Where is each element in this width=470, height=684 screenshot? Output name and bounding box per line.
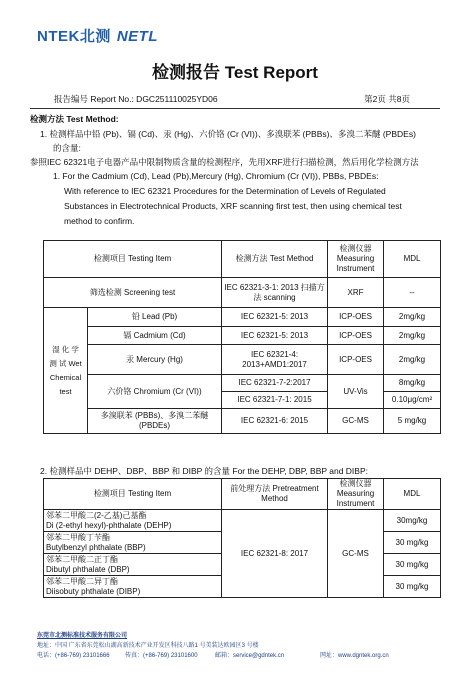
pbb-instrument: GC-MS [328, 409, 384, 434]
header-method: 前处理方法 Pretreatment Method [222, 479, 328, 510]
row-mdl: 30mg/kg [384, 510, 441, 532]
item-en: Dibutyl phthalate (DBP) [46, 564, 130, 574]
item-cn: 邻苯二甲酸二异丁酯 [46, 576, 118, 586]
header-method: 检测方法 Test Method [222, 241, 328, 278]
table-row [44, 308, 441, 327]
chromium-instrument: UV-Vis [328, 375, 384, 409]
chromium-item: 六价铬 Chromium (Cr (VI)) [88, 375, 222, 409]
pbb-item: 多溴联苯 (PBBs)、多溴二苯醚 (PBDEs) [88, 409, 222, 434]
row-mdl: 30 mg/kg [384, 554, 441, 576]
row-mdl: 30 mg/kg [384, 576, 441, 598]
chromium-method-2: IEC 62321-7-1: 2015 [222, 392, 328, 409]
method-line: 1. 检测样品中铅 (Pb)、镉 (Cd)、汞 (Hg)、六价铬 (Cr (VI))、多溴联苯 (PBBs)、多溴二苯醚 (PBDEs) [40, 129, 416, 139]
table-header-row [44, 241, 441, 278]
footer-fax: 传真：(+86-769) 23101600 [125, 653, 198, 659]
screening-mdl: -- [384, 278, 441, 308]
test-method-table [43, 240, 441, 434]
method-line: With reference to IEC 62321 Procedures for the Determination of Levels of Regulated [64, 186, 386, 196]
pbb-method: IEC 62321-6: 2015 [222, 409, 328, 434]
phthalate-instrument: GC-MS [328, 510, 384, 598]
row-instrument: ICP-OES [328, 308, 384, 327]
header-instrument: 检测仪器 Measuring Instrument [328, 479, 384, 510]
item-en: Diisobuty phthalate (DIBP) [46, 586, 141, 596]
method-line: Substances in Electrotechnical Products, XRF scanning first test, then using chemical test [64, 201, 402, 211]
row-method: IEC 62321-4: 2013+AMD1:2017 [222, 345, 328, 375]
header-item: 检测项目 Testing Item [44, 241, 222, 278]
logo-text: NTEK北测 [37, 28, 111, 45]
header-mdl: MDL [384, 241, 441, 278]
item-en: Di (2-ethyl hexyl)-phthalate (DEHP) [46, 520, 172, 530]
chromium-method-1: IEC 62321-7-2:2017 [222, 375, 328, 392]
section2-heading: 2. 检测样品中 DEHP、DBP、BBP 和 DIBP 的含量 For the DEHP, DBP, BBP and DIBP: [40, 466, 368, 476]
method-line: 1. For the Cadmium (Cd), Lead (Pb),Mercury (Hg), Chromium (Cr (VI)), PBBs, PBDEs: [53, 171, 379, 181]
row-item: 铅 Lead (Pb) [88, 308, 222, 327]
method-line: 参照IEC 62321电子电器产品中限制物质含量的检测程序，先用XRF进行扫描检测，然后用化学检测方法 [30, 157, 419, 167]
header-divider [30, 108, 440, 109]
header-mdl: MDL [384, 479, 441, 510]
row-mdl: 30 mg/kg [384, 532, 441, 554]
item-cn: 邻苯二甲酸丁苄酯 [46, 532, 110, 542]
row-mdl: 2mg/kg [384, 345, 441, 375]
row-item [44, 510, 222, 532]
company-logo [37, 25, 158, 46]
screening-instrument: XRF [328, 278, 384, 308]
item-en: Butylbenzyl phthalate (BBP) [46, 542, 146, 552]
method-line: method to confirm. [64, 216, 135, 226]
table-row [44, 409, 441, 434]
method-heading: 检测方法 Test Method: [30, 114, 119, 124]
table-row [44, 327, 441, 345]
table-row [44, 510, 441, 532]
row-item: 镉 Cadmium (Cd) [88, 327, 222, 345]
page-title: 检测报告 Test Report [152, 63, 318, 82]
footer-web: 网址：www.dgntek.org.cn [320, 653, 389, 659]
phthalate-table [43, 478, 441, 598]
screening-method: IEC 62321-3-1: 2013 扫描方法 scanning [222, 278, 328, 308]
table-row [44, 375, 441, 392]
chromium-mdl-1: 8mg/kg [384, 375, 441, 392]
row-mdl: 2mg/kg [384, 308, 441, 327]
row-item: 汞 Mercury (Hg) [88, 345, 222, 375]
row-method: IEC 62321-5: 2013 [222, 327, 328, 345]
footer-tel: 电话：(+86-769) 23101666 [37, 653, 110, 659]
method-line: 的含量: [53, 143, 81, 153]
row-instrument: ICP-OES [328, 345, 384, 375]
row-item [44, 576, 222, 598]
wet-chemical-label: 湿 化 学 测 试 Wet Chemical test [44, 308, 88, 434]
table-row [44, 278, 441, 308]
phthalate-method: IEC 62321-8: 2017 [222, 510, 328, 598]
header-item: 检测项目 Testing Item [44, 479, 222, 510]
row-instrument: ICP-OES [328, 327, 384, 345]
table-row [44, 345, 441, 375]
item-cn: 邻苯二甲酸二(2-乙基)己基酯 [46, 510, 147, 520]
row-item [44, 532, 222, 554]
pbb-mdl: 5 mg/kg [384, 409, 441, 434]
row-method: IEC 62321-5: 2013 [222, 308, 328, 327]
screening-item: 筛选检测 Screening test [44, 278, 222, 308]
row-mdl: 2mg/kg [384, 327, 441, 345]
item-cn: 邻苯二甲酸二正丁酯 [46, 554, 118, 564]
footer-address: 地址：中国 广东省东莞松山湖高新技术产业开发区科技八路1 号美装达欧园区3 号楼 [37, 643, 259, 649]
logo-text-netl: NETL [116, 28, 159, 45]
footer-email: 邮箱：service@gdntek.cn [215, 653, 285, 659]
header-instrument: 检测仪器 Measuring Instrument [328, 241, 384, 278]
row-item [44, 554, 222, 576]
chromium-mdl-2: 0.10μg/cm² [384, 392, 441, 409]
report-number: 报告编号 Report No.: DGC251110025YD06 [54, 94, 218, 104]
footer-company: 东莞市北测标准技术服务有限公司 [37, 633, 128, 639]
table-header-row [44, 479, 441, 510]
page-number: 第2页 共8页 [364, 94, 410, 104]
